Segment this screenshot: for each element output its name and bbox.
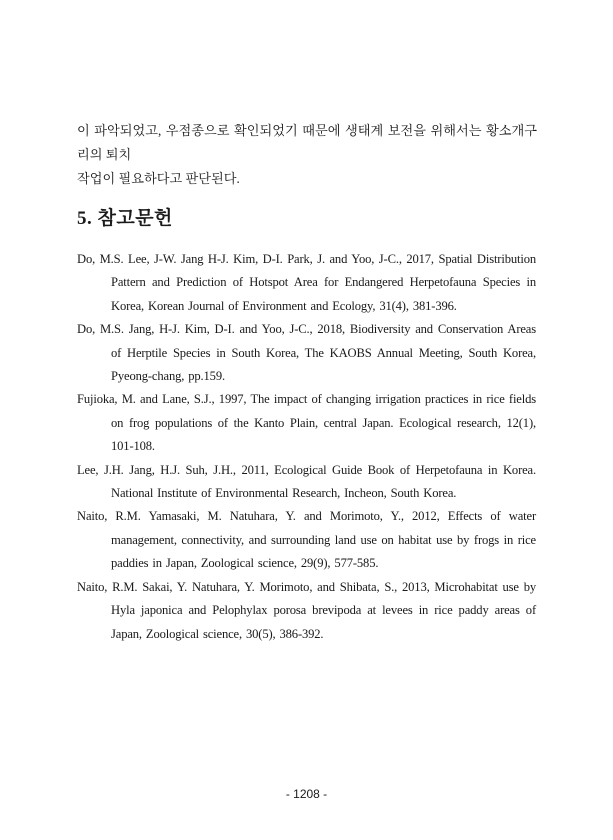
reference-item: Naito, R.M. Sakai, Y. Natuhara, Y. Morimoto, and Shibata, S., 2013, Microhabitat use by Hyla japonica and Pelophylax porosa brevipoda at levees in rice paddy areas of Japan, Zoological science, 30(5), 386-392. <box>77 579 536 641</box>
page-number: - 1208 - <box>285 787 328 801</box>
reference-item: Lee, J.H. Jang, H.J. Suh, J.H., 2011, Ecological Guide Book of Herpetofauna in Korea. National Institute of Environmental Research, Incheon, South Korea. <box>77 462 536 501</box>
reference-item: Do, M.S. Jang, H-J. Kim, D-I. and Yoo, J-C., 2018, Biodiversity and Conservation Areas of Herptile Species in South Korea, The KAOBS Annual Meeting, South Korea, Pyeong-chang, pp.159. <box>77 322 536 384</box>
body-line: 이 파악되었고, 우점종으로 확인되었기 때문에 생태계 보전을 위해서는 황소개구리의 퇴치 <box>77 123 537 162</box>
reference-item: Naito, R.M. Yamasaki, M. Natuhara, Y. and Morimoto, Y., 2012, Effects of water management, connectivity, and surrounding land use on habitat use by frogs in rice paddies in Japan, Zoological science, 29(9), 577-585. <box>77 509 536 571</box>
section-heading: 5. 참고문헌 <box>77 208 173 229</box>
body-paragraph <box>77 119 537 191</box>
reference-item: Do, M.S. Lee, J-W. Jang H-J. Kim, D-I. Park, J. and Yoo, J-C., 2017, Spatial Distribution Pattern and Prediction of Hotspot Area for Endangered Herpetofauna Species in Korea, Korean Journal of Environment and Ecology, 31(4), 381-396. <box>77 252 536 313</box>
reference-item: Fujioka, M. and Lane, S.J., 1997, The impact of changing irrigation practices in rice fields on frog populations of the Kanto Plain, central Japan. Ecological research, 12(1), 101-108. <box>77 392 536 454</box>
body-line: 작업이 필요하다고 판단된다. <box>77 171 240 186</box>
reference-list <box>77 248 536 646</box>
